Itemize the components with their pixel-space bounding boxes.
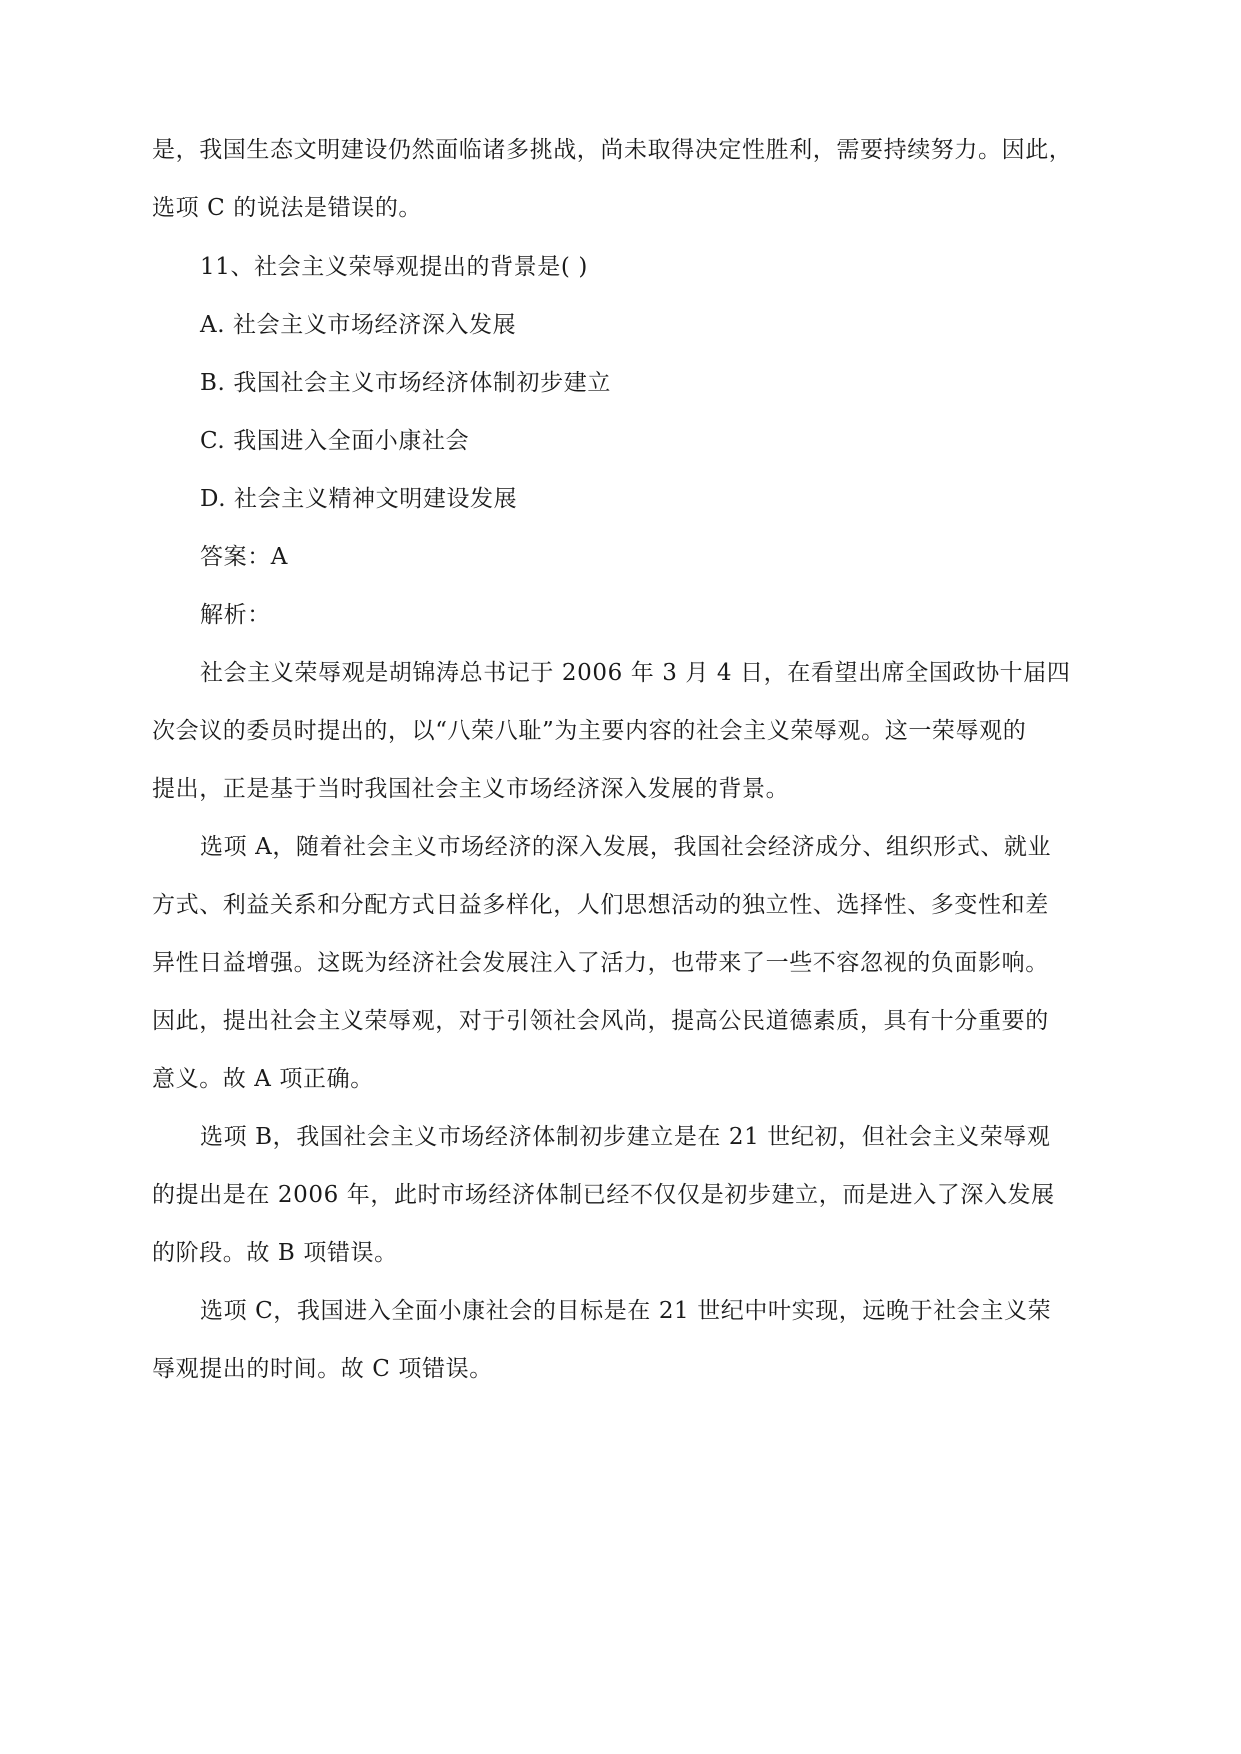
answer-label: 答案：A <box>200 544 289 570</box>
paragraph-line: 提出，正是基于当时我国社会主义市场经济深入发展的背景。 <box>152 776 790 802</box>
paragraph-line: 社会主义荣辱观是胡锦涛总书记于 2006 年 3 月 4 日，在看望出席全国政协十届四 <box>200 660 1071 686</box>
paragraph-line: 选项 C 的说法是错误的。 <box>152 195 423 221</box>
option-a: A. 社会主义市场经济深入发展 <box>200 312 517 338</box>
paragraph-line: 方式、利益关系和分配方式日益多样化，人们思想活动的独立性、选择性、多变性和差 <box>152 892 1049 918</box>
paragraph-line: 选项 C，我国进入全面小康社会的目标是在 21 世纪中叶实现，远晚于社会主义荣 <box>200 1298 1052 1324</box>
option-b: B. 我国社会主义市场经济体制初步建立 <box>200 370 611 396</box>
question-title: 11、社会主义荣辱观提出的背景是( ) <box>200 254 588 280</box>
paragraph-line: 意义。故 A 项正确。 <box>152 1066 374 1092</box>
paragraph-line: 异性日益增强。这既为经济社会发展注入了活力，也带来了一些不容忽视的负面影响。 <box>152 950 1049 976</box>
paragraph-line: 选项 B，我国社会主义市场经济体制初步建立是在 21 世纪初，但社会主义荣辱观 <box>200 1124 1051 1150</box>
paragraph-line: 辱观提出的时间。故 C 项错误。 <box>152 1356 493 1382</box>
paragraph-line: 的提出是在 2006 年，此时市场经济体制已经不仅仅是初步建立，而是进入了深入发展 <box>152 1182 1055 1208</box>
paragraph-line: 的阶段。故 B 项错误。 <box>152 1240 398 1266</box>
paragraph-line: 选项 A，随着社会主义市场经济的深入发展，我国社会经济成分、组织形式、就业 <box>200 834 1052 860</box>
paragraph-line: 次会议的委员时提出的，以“八荣八耻”为主要内容的社会主义荣辱观。这一荣辱观的 <box>152 718 1027 744</box>
paragraph-line: 因此，提出社会主义荣辱观，对于引领社会风尚，提高公民道德素质，具有十分重要的 <box>152 1008 1049 1034</box>
option-c: C. 我国进入全面小康社会 <box>200 428 470 454</box>
analysis-label: 解析： <box>200 602 271 628</box>
option-d: D. 社会主义精神文明建设发展 <box>200 486 518 512</box>
paragraph-line: 是，我国生态文明建设仍然面临诸多挑战，尚未取得决定性胜利，需要持续努力。因此， <box>152 137 1073 163</box>
